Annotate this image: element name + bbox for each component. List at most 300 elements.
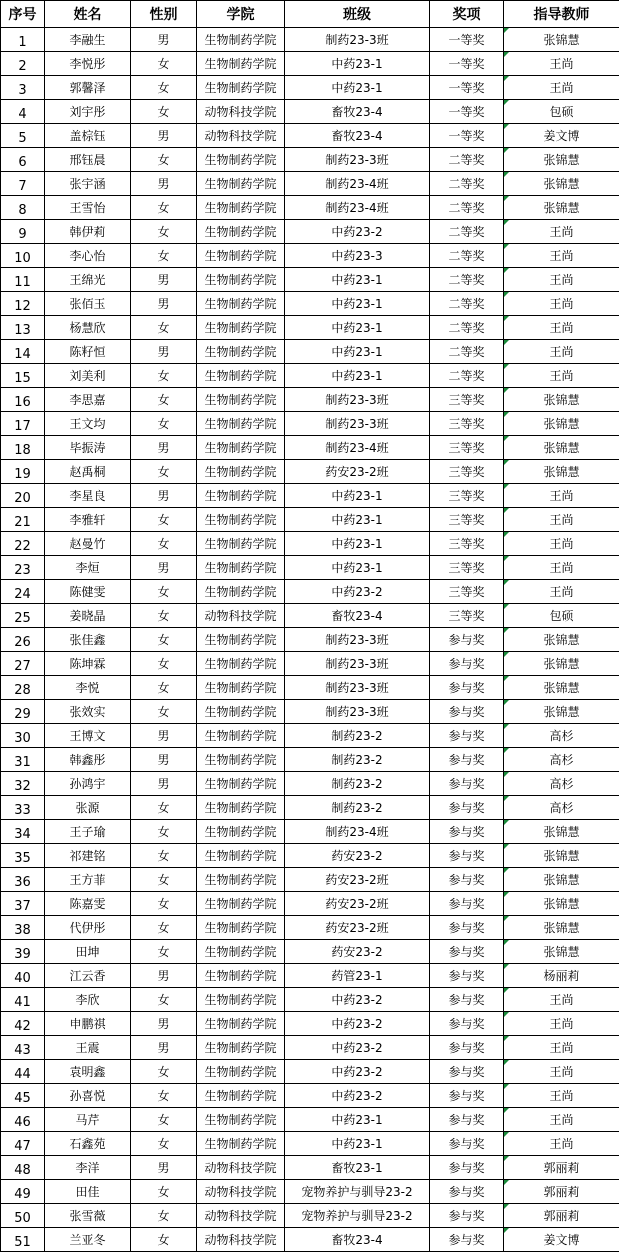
cell-college: 生物制药学院 xyxy=(197,244,285,268)
cell-advisor: 王尚 xyxy=(504,1084,619,1108)
cell-class: 制药23-3班 xyxy=(285,388,430,412)
cell-gender: 女 xyxy=(131,940,197,964)
cell-advisor: 王尚 xyxy=(504,1132,619,1156)
header-row xyxy=(1,1,619,28)
cell-name: 郭馨泽 xyxy=(45,76,131,100)
cell-class: 药安23-2 xyxy=(285,844,430,868)
cell-class: 畜牧23-1 xyxy=(285,1156,430,1180)
cell-index: 36 xyxy=(1,868,45,892)
table-row xyxy=(1,868,619,892)
table-row xyxy=(1,172,619,196)
header-class: 班级 xyxy=(285,1,430,28)
cell-class: 制药23-4班 xyxy=(285,820,430,844)
cell-class: 制药23-3班 xyxy=(285,652,430,676)
cell-college: 生物制药学院 xyxy=(197,76,285,100)
cell-gender: 女 xyxy=(131,1060,197,1084)
table-row xyxy=(1,220,619,244)
cell-college: 生物制药学院 xyxy=(197,796,285,820)
cell-award: 参与奖 xyxy=(430,868,504,892)
cell-college: 生物制药学院 xyxy=(197,940,285,964)
cell-index: 42 xyxy=(1,1012,45,1036)
cell-college: 生物制药学院 xyxy=(197,820,285,844)
cell-advisor: 张锦慧 xyxy=(504,916,619,940)
table-row xyxy=(1,1204,619,1228)
cell-name: 孙鸿宇 xyxy=(45,772,131,796)
cell-name: 田佳 xyxy=(45,1180,131,1204)
cell-index: 43 xyxy=(1,1036,45,1060)
cell-name: 王雪怡 xyxy=(45,196,131,220)
cell-gender: 女 xyxy=(131,892,197,916)
cell-name: 祁建铭 xyxy=(45,844,131,868)
cell-name: 张效实 xyxy=(45,700,131,724)
cell-college: 生物制药学院 xyxy=(197,508,285,532)
cell-class: 中药23-3 xyxy=(285,244,430,268)
cell-advisor: 张锦慧 xyxy=(504,940,619,964)
cell-award: 三等奖 xyxy=(430,556,504,580)
cell-index: 8 xyxy=(1,196,45,220)
cell-college: 动物科技学院 xyxy=(197,1228,285,1252)
cell-award: 参与奖 xyxy=(430,676,504,700)
cell-class: 宠物养护与驯导23-2 xyxy=(285,1204,430,1228)
cell-name: 李雅轩 xyxy=(45,508,131,532)
cell-college: 生物制药学院 xyxy=(197,1084,285,1108)
cell-college: 生物制药学院 xyxy=(197,28,285,52)
cell-class: 制药23-2 xyxy=(285,748,430,772)
cell-name: 王方菲 xyxy=(45,868,131,892)
cell-class: 畜牧23-4 xyxy=(285,1228,430,1252)
header-name: 姓名 xyxy=(45,1,131,28)
cell-advisor: 郭丽莉 xyxy=(504,1156,619,1180)
cell-advisor: 包硕 xyxy=(504,604,619,628)
table-row xyxy=(1,556,619,580)
cell-award: 参与奖 xyxy=(430,1156,504,1180)
cell-index: 29 xyxy=(1,700,45,724)
cell-advisor: 王尚 xyxy=(504,292,619,316)
cell-award: 二等奖 xyxy=(430,244,504,268)
cell-index: 50 xyxy=(1,1204,45,1228)
cell-advisor: 张锦慧 xyxy=(504,868,619,892)
cell-index: 35 xyxy=(1,844,45,868)
cell-college: 生物制药学院 xyxy=(197,148,285,172)
header-gender: 性别 xyxy=(131,1,197,28)
cell-award: 参与奖 xyxy=(430,1084,504,1108)
cell-award: 三等奖 xyxy=(430,460,504,484)
cell-name: 张佳鑫 xyxy=(45,628,131,652)
cell-advisor: 王尚 xyxy=(504,1036,619,1060)
cell-award: 参与奖 xyxy=(430,820,504,844)
cell-index: 22 xyxy=(1,532,45,556)
cell-class: 药安23-2班 xyxy=(285,868,430,892)
cell-gender: 女 xyxy=(131,844,197,868)
cell-gender: 男 xyxy=(131,436,197,460)
cell-gender: 女 xyxy=(131,1108,197,1132)
cell-index: 32 xyxy=(1,772,45,796)
table-row xyxy=(1,1132,619,1156)
cell-college: 生物制药学院 xyxy=(197,412,285,436)
cell-college: 生物制药学院 xyxy=(197,772,285,796)
cell-gender: 女 xyxy=(131,148,197,172)
cell-award: 参与奖 xyxy=(430,1132,504,1156)
cell-class: 中药23-2 xyxy=(285,1060,430,1084)
cell-award: 二等奖 xyxy=(430,148,504,172)
cell-award: 参与奖 xyxy=(430,1012,504,1036)
cell-award: 一等奖 xyxy=(430,100,504,124)
cell-gender: 女 xyxy=(131,100,197,124)
cell-gender: 女 xyxy=(131,676,197,700)
cell-class: 制药23-4班 xyxy=(285,196,430,220)
cell-college: 生物制药学院 xyxy=(197,52,285,76)
cell-class: 中药23-2 xyxy=(285,988,430,1012)
cell-college: 生物制药学院 xyxy=(197,964,285,988)
cell-class: 制药23-3班 xyxy=(285,700,430,724)
table-row xyxy=(1,364,619,388)
cell-index: 24 xyxy=(1,580,45,604)
cell-name: 马芹 xyxy=(45,1108,131,1132)
cell-gender: 女 xyxy=(131,316,197,340)
cell-gender: 男 xyxy=(131,484,197,508)
cell-class: 中药23-2 xyxy=(285,1084,430,1108)
cell-college: 生物制药学院 xyxy=(197,724,285,748)
cell-advisor: 张锦慧 xyxy=(504,436,619,460)
cell-index: 34 xyxy=(1,820,45,844)
cell-advisor: 张锦慧 xyxy=(504,820,619,844)
cell-class: 中药23-2 xyxy=(285,220,430,244)
cell-gender: 女 xyxy=(131,508,197,532)
cell-class: 中药23-2 xyxy=(285,580,430,604)
cell-gender: 女 xyxy=(131,916,197,940)
cell-advisor: 郭丽莉 xyxy=(504,1180,619,1204)
cell-advisor: 王尚 xyxy=(504,220,619,244)
cell-gender: 女 xyxy=(131,868,197,892)
table-row xyxy=(1,964,619,988)
table-row xyxy=(1,148,619,172)
cell-index: 44 xyxy=(1,1060,45,1084)
cell-college: 生物制药学院 xyxy=(197,532,285,556)
cell-class: 中药23-1 xyxy=(285,268,430,292)
cell-index: 16 xyxy=(1,388,45,412)
cell-college: 生物制药学院 xyxy=(197,1036,285,1060)
table-row xyxy=(1,892,619,916)
table-row xyxy=(1,292,619,316)
cell-award: 一等奖 xyxy=(430,28,504,52)
cell-name: 毕振涛 xyxy=(45,436,131,460)
cell-advisor: 张锦慧 xyxy=(504,196,619,220)
cell-name: 盖棕钰 xyxy=(45,124,131,148)
table-row xyxy=(1,772,619,796)
cell-class: 药安23-2班 xyxy=(285,892,430,916)
cell-gender: 女 xyxy=(131,76,197,100)
cell-advisor: 包硕 xyxy=(504,100,619,124)
cell-advisor: 高杉 xyxy=(504,796,619,820)
cell-college: 生物制药学院 xyxy=(197,364,285,388)
cell-name: 江云香 xyxy=(45,964,131,988)
table-row xyxy=(1,748,619,772)
cell-award: 三等奖 xyxy=(430,436,504,460)
cell-class: 中药23-1 xyxy=(285,556,430,580)
cell-gender: 女 xyxy=(131,796,197,820)
cell-index: 37 xyxy=(1,892,45,916)
table-row xyxy=(1,268,619,292)
cell-class: 中药23-1 xyxy=(285,76,430,100)
cell-class: 制药23-3班 xyxy=(285,412,430,436)
cell-advisor: 张锦慧 xyxy=(504,844,619,868)
cell-gender: 女 xyxy=(131,1180,197,1204)
cell-name: 刘宇彤 xyxy=(45,100,131,124)
cell-index: 33 xyxy=(1,796,45,820)
table-row xyxy=(1,124,619,148)
cell-award: 参与奖 xyxy=(430,748,504,772)
cell-index: 27 xyxy=(1,652,45,676)
cell-name: 兰亚冬 xyxy=(45,1228,131,1252)
cell-class: 中药23-1 xyxy=(285,484,430,508)
cell-advisor: 姜文博 xyxy=(504,1228,619,1252)
cell-index: 20 xyxy=(1,484,45,508)
cell-award: 三等奖 xyxy=(430,532,504,556)
cell-name: 张源 xyxy=(45,796,131,820)
cell-award: 一等奖 xyxy=(430,76,504,100)
cell-index: 6 xyxy=(1,148,45,172)
table-row xyxy=(1,1156,619,1180)
cell-award: 参与奖 xyxy=(430,1108,504,1132)
cell-advisor: 张锦慧 xyxy=(504,892,619,916)
cell-award: 参与奖 xyxy=(430,940,504,964)
cell-college: 生物制药学院 xyxy=(197,1012,285,1036)
cell-gender: 女 xyxy=(131,364,197,388)
cell-college: 动物科技学院 xyxy=(197,604,285,628)
header-advisor: 指导教师 xyxy=(504,1,619,28)
table-row xyxy=(1,676,619,700)
cell-class: 中药23-1 xyxy=(285,1108,430,1132)
cell-index: 23 xyxy=(1,556,45,580)
cell-gender: 男 xyxy=(131,340,197,364)
cell-college: 动物科技学院 xyxy=(197,1204,285,1228)
cell-index: 17 xyxy=(1,412,45,436)
cell-name: 张宇涵 xyxy=(45,172,131,196)
cell-award: 参与奖 xyxy=(430,892,504,916)
table-row xyxy=(1,1036,619,1060)
table-row xyxy=(1,340,619,364)
table-row xyxy=(1,604,619,628)
cell-college: 生物制药学院 xyxy=(197,868,285,892)
cell-college: 生物制药学院 xyxy=(197,556,285,580)
cell-award: 三等奖 xyxy=(430,604,504,628)
cell-award: 二等奖 xyxy=(430,340,504,364)
cell-class: 中药23-1 xyxy=(285,340,430,364)
cell-college: 生物制药学院 xyxy=(197,268,285,292)
cell-name: 李悦彤 xyxy=(45,52,131,76)
cell-award: 二等奖 xyxy=(430,196,504,220)
cell-class: 药管23-1 xyxy=(285,964,430,988)
cell-class: 中药23-1 xyxy=(285,52,430,76)
table-row xyxy=(1,412,619,436)
cell-gender: 女 xyxy=(131,700,197,724)
cell-class: 制药23-3班 xyxy=(285,28,430,52)
cell-index: 46 xyxy=(1,1108,45,1132)
cell-award: 三等奖 xyxy=(430,388,504,412)
cell-gender: 男 xyxy=(131,556,197,580)
table-body xyxy=(1,28,619,1252)
cell-advisor: 王尚 xyxy=(504,484,619,508)
cell-gender: 男 xyxy=(131,724,197,748)
cell-index: 5 xyxy=(1,124,45,148)
cell-index: 51 xyxy=(1,1228,45,1252)
cell-award: 参与奖 xyxy=(430,1204,504,1228)
cell-index: 21 xyxy=(1,508,45,532)
cell-class: 畜牧23-4 xyxy=(285,604,430,628)
cell-class: 畜牧23-4 xyxy=(285,100,430,124)
cell-index: 48 xyxy=(1,1156,45,1180)
cell-class: 药安23-2班 xyxy=(285,916,430,940)
table-row xyxy=(1,796,619,820)
cell-index: 40 xyxy=(1,964,45,988)
cell-award: 参与奖 xyxy=(430,628,504,652)
cell-name: 袁明鑫 xyxy=(45,1060,131,1084)
cell-award: 参与奖 xyxy=(430,1036,504,1060)
cell-college: 生物制药学院 xyxy=(197,748,285,772)
cell-name: 韩鑫彤 xyxy=(45,748,131,772)
cell-name: 田坤 xyxy=(45,940,131,964)
table-row xyxy=(1,508,619,532)
cell-gender: 男 xyxy=(131,124,197,148)
table-row xyxy=(1,652,619,676)
cell-class: 中药23-2 xyxy=(285,1012,430,1036)
cell-index: 14 xyxy=(1,340,45,364)
cell-gender: 男 xyxy=(131,1036,197,1060)
table-row xyxy=(1,388,619,412)
cell-class: 中药23-1 xyxy=(285,532,430,556)
cell-name: 石鑫苑 xyxy=(45,1132,131,1156)
cell-award: 二等奖 xyxy=(430,292,504,316)
cell-advisor: 张锦慧 xyxy=(504,148,619,172)
cell-college: 生物制药学院 xyxy=(197,172,285,196)
cell-class: 中药23-2 xyxy=(285,1036,430,1060)
cell-advisor: 高杉 xyxy=(504,748,619,772)
table-row xyxy=(1,76,619,100)
table-row xyxy=(1,532,619,556)
cell-name: 李烜 xyxy=(45,556,131,580)
cell-college: 生物制药学院 xyxy=(197,628,285,652)
cell-advisor: 姜文博 xyxy=(504,124,619,148)
cell-index: 1 xyxy=(1,28,45,52)
cell-name: 赵曼竹 xyxy=(45,532,131,556)
cell-class: 中药23-1 xyxy=(285,292,430,316)
cell-college: 生物制药学院 xyxy=(197,580,285,604)
cell-advisor: 高杉 xyxy=(504,772,619,796)
cell-class: 中药23-1 xyxy=(285,1132,430,1156)
cell-award: 二等奖 xyxy=(430,172,504,196)
table-row xyxy=(1,628,619,652)
cell-college: 生物制药学院 xyxy=(197,484,285,508)
cell-advisor: 王尚 xyxy=(504,508,619,532)
cell-college: 动物科技学院 xyxy=(197,100,285,124)
cell-gender: 女 xyxy=(131,1204,197,1228)
cell-college: 生物制药学院 xyxy=(197,988,285,1012)
cell-college: 动物科技学院 xyxy=(197,124,285,148)
cell-award: 三等奖 xyxy=(430,508,504,532)
cell-class: 制药23-4班 xyxy=(285,172,430,196)
cell-award: 二等奖 xyxy=(430,364,504,388)
table-row xyxy=(1,1228,619,1252)
cell-award: 三等奖 xyxy=(430,484,504,508)
cell-name: 李心怡 xyxy=(45,244,131,268)
cell-gender: 男 xyxy=(131,964,197,988)
cell-name: 刘美利 xyxy=(45,364,131,388)
cell-index: 25 xyxy=(1,604,45,628)
cell-award: 三等奖 xyxy=(430,580,504,604)
cell-advisor: 王尚 xyxy=(504,244,619,268)
cell-name: 李悦 xyxy=(45,676,131,700)
table-row xyxy=(1,1084,619,1108)
cell-award: 参与奖 xyxy=(430,796,504,820)
table-header xyxy=(1,1,619,28)
cell-gender: 女 xyxy=(131,220,197,244)
cell-advisor: 王尚 xyxy=(504,268,619,292)
cell-index: 28 xyxy=(1,676,45,700)
cell-college: 生物制药学院 xyxy=(197,196,285,220)
cell-advisor: 张锦慧 xyxy=(504,172,619,196)
cell-award: 二等奖 xyxy=(430,220,504,244)
cell-college: 生物制药学院 xyxy=(197,700,285,724)
cell-award: 参与奖 xyxy=(430,1180,504,1204)
table-row xyxy=(1,52,619,76)
cell-index: 18 xyxy=(1,436,45,460)
cell-advisor: 王尚 xyxy=(504,580,619,604)
cell-advisor: 高杉 xyxy=(504,724,619,748)
cell-name: 王博文 xyxy=(45,724,131,748)
cell-name: 代伊彤 xyxy=(45,916,131,940)
cell-award: 参与奖 xyxy=(430,652,504,676)
table-row xyxy=(1,28,619,52)
cell-gender: 女 xyxy=(131,1084,197,1108)
cell-college: 生物制药学院 xyxy=(197,292,285,316)
cell-gender: 男 xyxy=(131,28,197,52)
cell-index: 39 xyxy=(1,940,45,964)
cell-class: 药安23-2 xyxy=(285,940,430,964)
cell-index: 3 xyxy=(1,76,45,100)
cell-name: 张雪薇 xyxy=(45,1204,131,1228)
cell-advisor: 王尚 xyxy=(504,76,619,100)
cell-class: 畜牧23-4 xyxy=(285,124,430,148)
table-row xyxy=(1,844,619,868)
cell-gender: 女 xyxy=(131,652,197,676)
cell-gender: 女 xyxy=(131,820,197,844)
cell-college: 生物制药学院 xyxy=(197,1108,285,1132)
cell-index: 2 xyxy=(1,52,45,76)
cell-advisor: 张锦慧 xyxy=(504,388,619,412)
table-row xyxy=(1,580,619,604)
cell-award: 参与奖 xyxy=(430,724,504,748)
table-row xyxy=(1,316,619,340)
cell-college: 生物制药学院 xyxy=(197,652,285,676)
cell-gender: 女 xyxy=(131,52,197,76)
cell-index: 13 xyxy=(1,316,45,340)
cell-name: 李融生 xyxy=(45,28,131,52)
cell-college: 生物制药学院 xyxy=(197,676,285,700)
cell-college: 生物制药学院 xyxy=(197,844,285,868)
cell-gender: 男 xyxy=(131,1012,197,1036)
cell-index: 10 xyxy=(1,244,45,268)
cell-gender: 女 xyxy=(131,460,197,484)
cell-name: 王子瑜 xyxy=(45,820,131,844)
cell-name: 李星良 xyxy=(45,484,131,508)
cell-name: 陈籽恒 xyxy=(45,340,131,364)
cell-class: 中药23-1 xyxy=(285,364,430,388)
cell-award: 参与奖 xyxy=(430,844,504,868)
cell-gender: 男 xyxy=(131,748,197,772)
header-award: 奖项 xyxy=(430,1,504,28)
cell-gender: 男 xyxy=(131,772,197,796)
cell-index: 9 xyxy=(1,220,45,244)
